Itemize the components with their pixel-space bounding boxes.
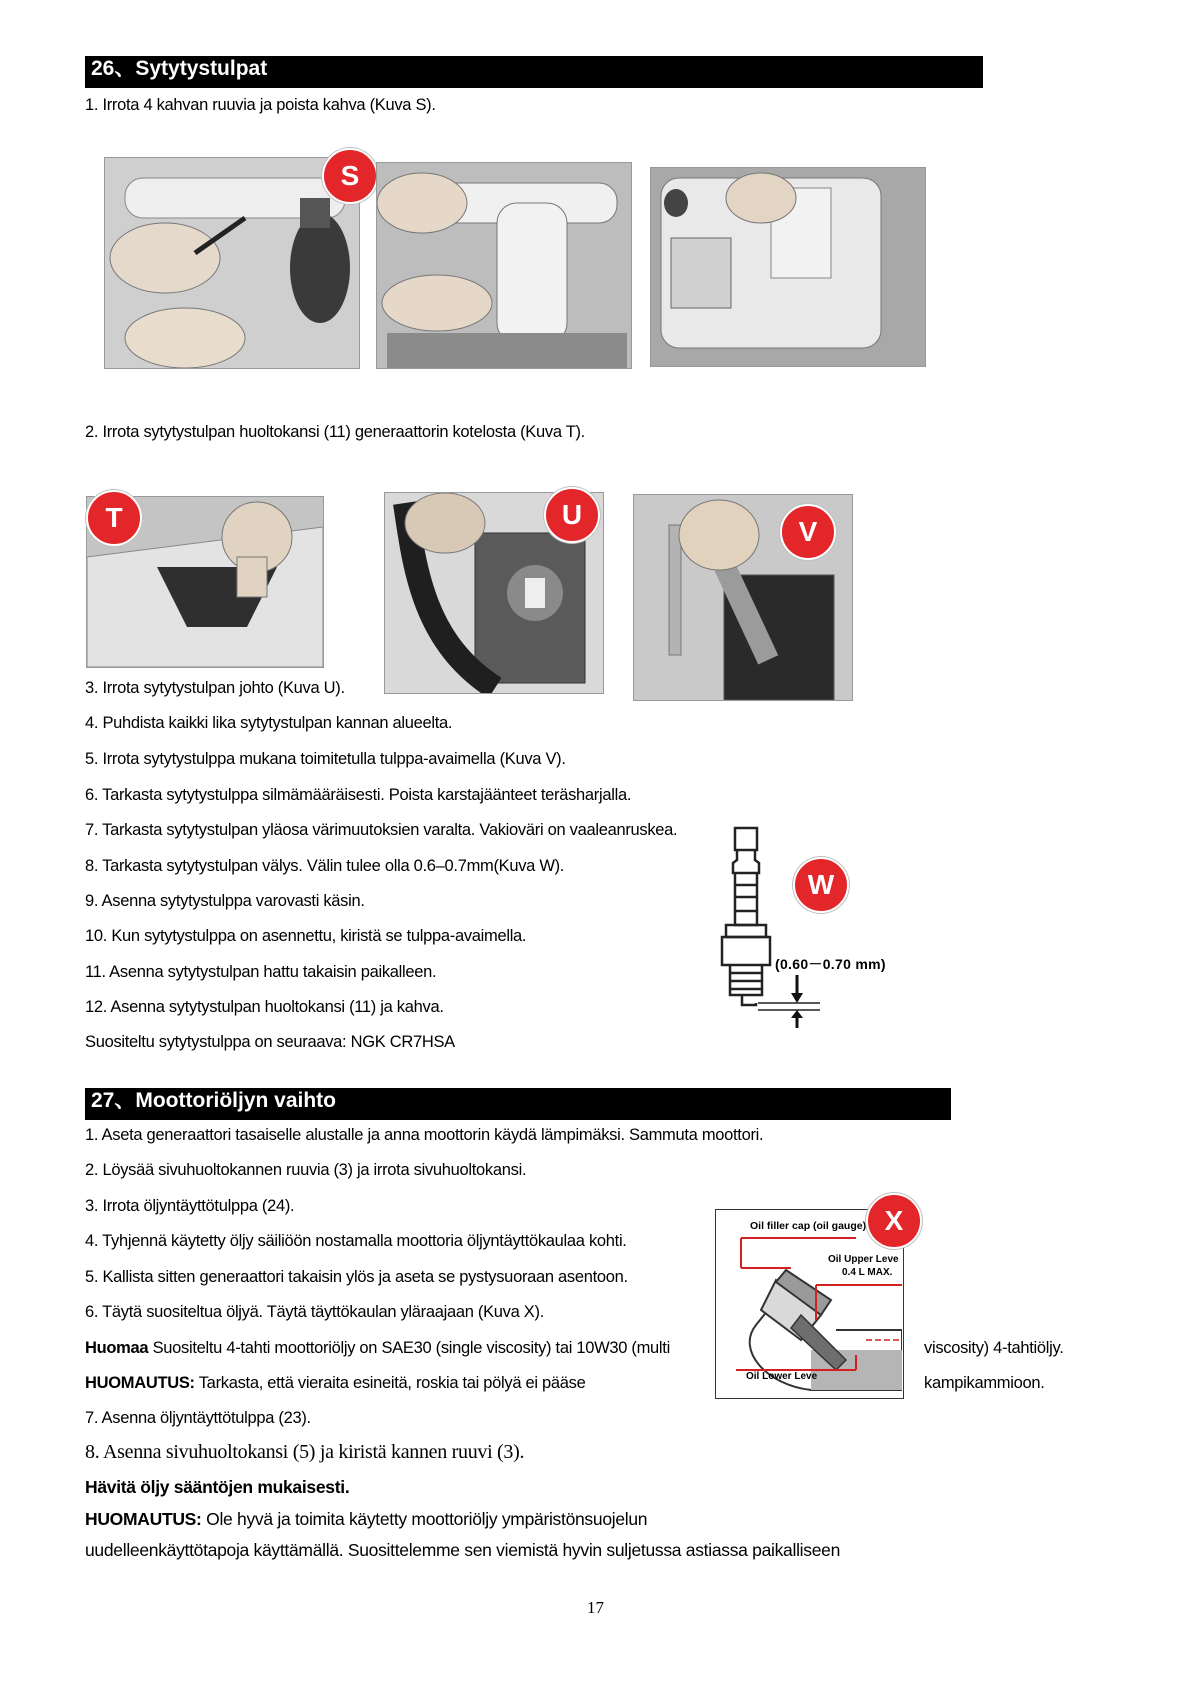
step-6: 6. Tarkasta sytytystulppa silmämääräisesti. Poista karstajäänteet teräsharjalla. xyxy=(85,786,632,804)
figure-badge-u: U xyxy=(544,487,600,543)
section-26-header xyxy=(85,56,983,88)
oil-lower-label: Oil Lower Leve xyxy=(746,1371,818,1382)
spark-plug-diagram xyxy=(700,825,910,1030)
oil-step-3: 3. Irrota öljyntäyttötulppa (24). xyxy=(85,1197,295,1215)
step-11: 11. Asenna sytytystulpan hattu takaisin paikalleen. xyxy=(85,963,437,981)
step-7: 7. Tarkasta sytytystulpan yläosa värimuutoksien varalta. Vakioväri on vaaleanruskea. xyxy=(85,821,678,839)
figure-badge-v: V xyxy=(780,504,836,560)
oil-step-1: 1. Aseta generaattori tasaiselle alustalle ja anna moottorin käydä lämpimäksi. Sammuta moottori. xyxy=(85,1126,764,1144)
oil-dispose: Hävitä öljy sääntöjen mukaisesti. xyxy=(85,1477,350,1497)
photo-handle-removed-illustration xyxy=(651,168,925,366)
oil-step-6: 6. Täytä suositeltua öljyä. Täytä täyttökaulan yläraajaan (Kuva X). xyxy=(85,1303,544,1321)
oil-note-1-text: Suositeltu 4-tahti moottoriöljy on SAE30 (single viscosity) tai 10W30 (multi xyxy=(148,1339,670,1357)
step-4: 4. Puhdista kaikki lika sytytystulpan kannan alueelta. xyxy=(85,714,453,732)
figure-badge-t: T xyxy=(86,490,142,546)
oil-cap-label: Oil filler cap (oil gauge) xyxy=(750,1220,867,1232)
oil-note-3-text: Ole hyvä ja toimita käytetty moottoriöljy ympäristönsuojelun xyxy=(201,1509,648,1529)
oil-note-2-label: HUOMAUTUS: xyxy=(85,1374,195,1392)
oil-step-8: 8. Asenna sivuhuoltokansi (5) ja kiristä kannen ruuvi (3). xyxy=(85,1441,525,1463)
oil-step-4: 4. Tyhjennä käytetty öljy säiliöön nostamalla moottoria öljyntäyttökaulaa kohti. xyxy=(85,1232,627,1250)
page-number: 17 xyxy=(587,1598,604,1617)
step-12: 12. Asenna sytytystulpan huoltokansi (11) ja kahva. xyxy=(85,998,444,1016)
oil-note-1 xyxy=(85,1337,670,1359)
oil-step-2: 2. Löysää sivuhuoltokannen ruuvia (3) ja irrota sivuhuoltokansi. xyxy=(85,1161,527,1179)
spark-plug-gap-label: (0.60－0.70 mm) xyxy=(775,956,886,972)
oil-upper-max-label: 0.4 L MAX. xyxy=(842,1267,893,1278)
oil-upper-label: Oil Upper Leve xyxy=(828,1254,899,1265)
oil-note-2 xyxy=(85,1372,586,1394)
oil-note-1-label: Huomaa xyxy=(85,1339,149,1357)
figure-badge-x: X xyxy=(866,1193,922,1249)
oil-note-3 xyxy=(85,1508,647,1530)
step-2: 2. Irrota sytytystulpan huoltokansi (11) generaattorin kotelosta (Kuva T). xyxy=(85,423,585,441)
photo-handle-removal xyxy=(376,162,632,369)
step-1: 1. Irrota 4 kahvan ruuvia ja poista kahva (Kuva S). xyxy=(85,96,436,114)
photo-handle-removed xyxy=(650,167,926,367)
figure-badge-s: S xyxy=(322,148,378,204)
oil-step-7: 7. Asenna öljyntäyttötulppa (23). xyxy=(85,1409,311,1427)
photo-handle-screw xyxy=(104,157,360,369)
oil-note-3-label: HUOMAUTUS: xyxy=(85,1509,202,1529)
step-9: 9. Asenna sytytystulppa varovasti käsin. xyxy=(85,892,365,910)
oil-note-2-text: Tarkasta, että vieraita esineitä, roskia tai pölyä ei pääse xyxy=(194,1374,586,1392)
step-8: 8. Tarkasta sytytystulpan välys. Välin tulee olla 0.6–0.7mm(Kuva W). xyxy=(85,857,565,875)
section-27-title: 27、Moottoriöljyn vaihto xyxy=(91,1089,337,1112)
photo-handle-screw-illustration xyxy=(105,158,359,368)
recommended-plug: Suositeltu sytytystulppa on seuraava: NGK CR7HSA xyxy=(85,1033,455,1051)
section-27-header xyxy=(85,1088,951,1120)
oil-note-2-tail: kampikammioon. xyxy=(924,1374,1045,1392)
step-10: 10. Kun sytytystulppa on asennettu, kiristä se tulppa-avaimella. xyxy=(85,927,527,945)
photo-handle-removal-illustration xyxy=(377,163,631,368)
oil-note-3-line-2: uudelleenkäyttötapoja käyttämällä. Suosittelemme sen viemistä hyvin suljetussa astiassa paikalliseen xyxy=(85,1540,840,1560)
oil-step-5: 5. Kallista sitten generaattori takaisin ylös ja aseta se pystysuoraan asentoon. xyxy=(85,1268,628,1286)
step-3: 3. Irrota sytytystulpan johto (Kuva U). xyxy=(85,679,345,697)
figure-badge-w: W xyxy=(793,857,849,913)
section-26-title: 26、Sytytystulpat xyxy=(91,57,268,80)
step-5: 5. Irrota sytytystulppa mukana toimitetulla tulppa-avaimella (Kuva V). xyxy=(85,750,566,768)
oil-note-1-tail: viscosity) 4-tahtiöljy. xyxy=(924,1339,1064,1357)
